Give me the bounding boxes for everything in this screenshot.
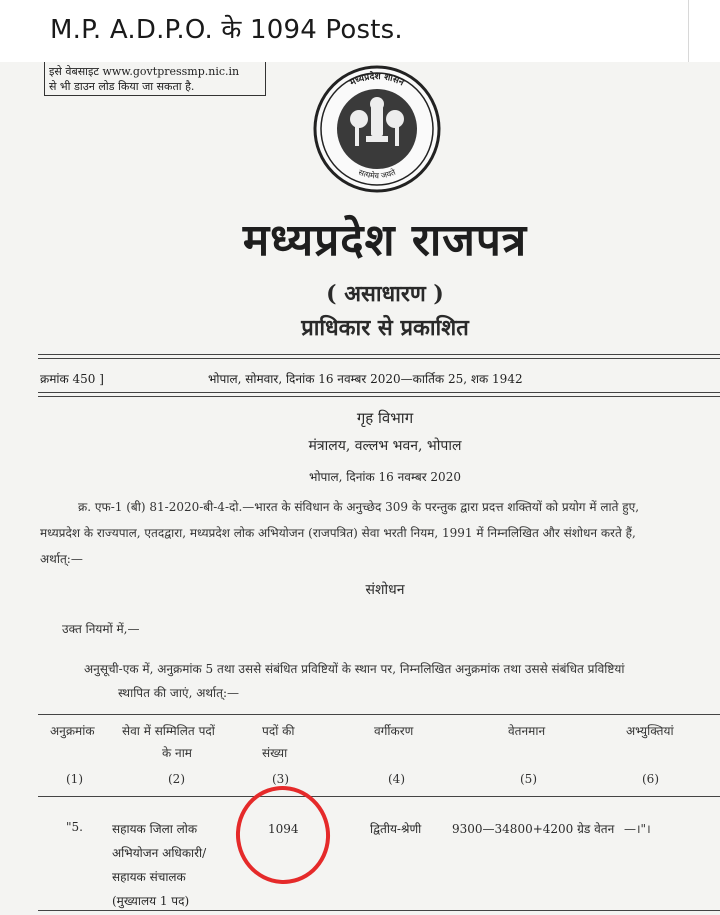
department-name: गृह विभाग: [356, 409, 414, 427]
row-post-name-l4: (मुख्यालय 1 पद): [112, 894, 190, 908]
table-header-bottom-border: [38, 796, 720, 797]
rules-intro: उक्त नियमों में,—: [62, 622, 140, 636]
column-number-4: (4): [388, 772, 405, 786]
row-post-name-l3: सहायक संचालक: [112, 870, 186, 884]
gazette-title: मध्यप्रदेश राजपत्र: [242, 215, 528, 266]
column-number-1: (1): [66, 772, 83, 786]
emblem-top-text: मध्यप्रदेश शासन: [348, 71, 406, 89]
divider-issue-double: [38, 396, 720, 397]
top-banner: [0, 0, 689, 62]
emblem-bottom-text: सत्यमेव जयते: [357, 167, 397, 181]
notice-para2-line1: अनुसूची-एक में, अनुक्रमांक 5 तथा उससे संबंधित प्रविष्टियों के स्थान पर, निम्नलिखित अनुक्रमांक तथा उससे संबंधित प्रविष्टियां: [84, 662, 625, 676]
divider-issue: [38, 392, 720, 393]
divider-top: [38, 354, 720, 355]
table-bottom-border: [38, 910, 720, 911]
website-note-line1: इसे वेबसाइट www.govtpressmp.nic.in: [49, 65, 240, 78]
table-header-remarks: अभ्युक्तियां: [626, 724, 674, 738]
gazette-subtitle: ( असाधारण ): [326, 281, 444, 307]
row-post-name-l2: अभियोजन अधिकारी/: [112, 846, 207, 860]
column-number-3: (3): [272, 772, 289, 786]
banner-title: M.P. A.D.P.O. के 1094 Posts.: [50, 15, 403, 45]
row-post-count: 1094: [268, 822, 299, 836]
issue-number: क्रमांक 450 ]: [40, 372, 104, 386]
table-header-classification: वर्गीकरण: [374, 724, 414, 738]
notice-para1-line1: क्र. एफ-1 (बी) 81-2020-बी-4-दो.—भारत के संविधान के अनुच्छेद 309 के परन्तुक द्वारा प्रदत्त शक्तियों को प्रयोग में लाते हुए,: [78, 500, 640, 514]
row-post-name-l1: सहायक जिला लोक: [112, 822, 198, 836]
column-number-5: (5): [520, 772, 537, 786]
amendment-heading: संशोधन: [365, 582, 405, 598]
notice-date: भोपाल, दिनांक 16 नवम्बर 2020: [309, 470, 461, 484]
office-address: मंत्रालय, वल्लभ भवन, भोपाल: [308, 438, 462, 454]
state-emblem-seal: [302, 64, 452, 194]
table-header-post-name: सेवा में सम्मिलित पदों: [122, 724, 215, 738]
table-header-count: पदों की: [262, 724, 295, 738]
notice-para2-line2: स्थापित की जाएं, अर्थात्:—: [118, 686, 240, 700]
divider-top-double: [38, 358, 720, 359]
notice-para1-line2: मध्यप्रदेश के राज्यपाल, एतदद्वारा, मध्यप्रदेश लोक अभियोजन (राजपत्रित) सेवा भरती नियम, 1991 में निम्नलिखित और संशोधन करते हैं,: [40, 526, 636, 540]
row-classification: द्वितीय-श्रेणी: [370, 822, 422, 836]
row-pay-scale: 9300—34800+4200 ग्रेड वेतन: [452, 822, 615, 836]
table-header-count-l2: संख्या: [262, 746, 288, 760]
column-number-2: (2): [168, 772, 185, 786]
gazette-published-line: प्राधिकार से प्रकाशित: [301, 315, 469, 341]
table-header-serial: अनुक्रमांक: [50, 724, 95, 738]
gazette-document: [0, 62, 720, 915]
website-note-box: [44, 62, 266, 96]
table-header-pay-scale: वेतनमान: [508, 724, 546, 738]
website-note-line2: से भी डाउन लोड किया जा सकता है.: [49, 80, 195, 93]
column-number-6: (6): [642, 772, 659, 786]
notice-para1-line3: अर्थात्:—: [40, 552, 83, 566]
row-remarks: —।"।: [624, 822, 651, 836]
issue-dateline: भोपाल, सोमवार, दिनांक 16 नवम्बर 2020—कार्तिक 25, शक 1942: [208, 372, 523, 386]
table-top-border: [38, 714, 720, 715]
row-serial: "5.: [66, 820, 83, 834]
table-header-post-name-l2: के नाम: [162, 746, 192, 760]
